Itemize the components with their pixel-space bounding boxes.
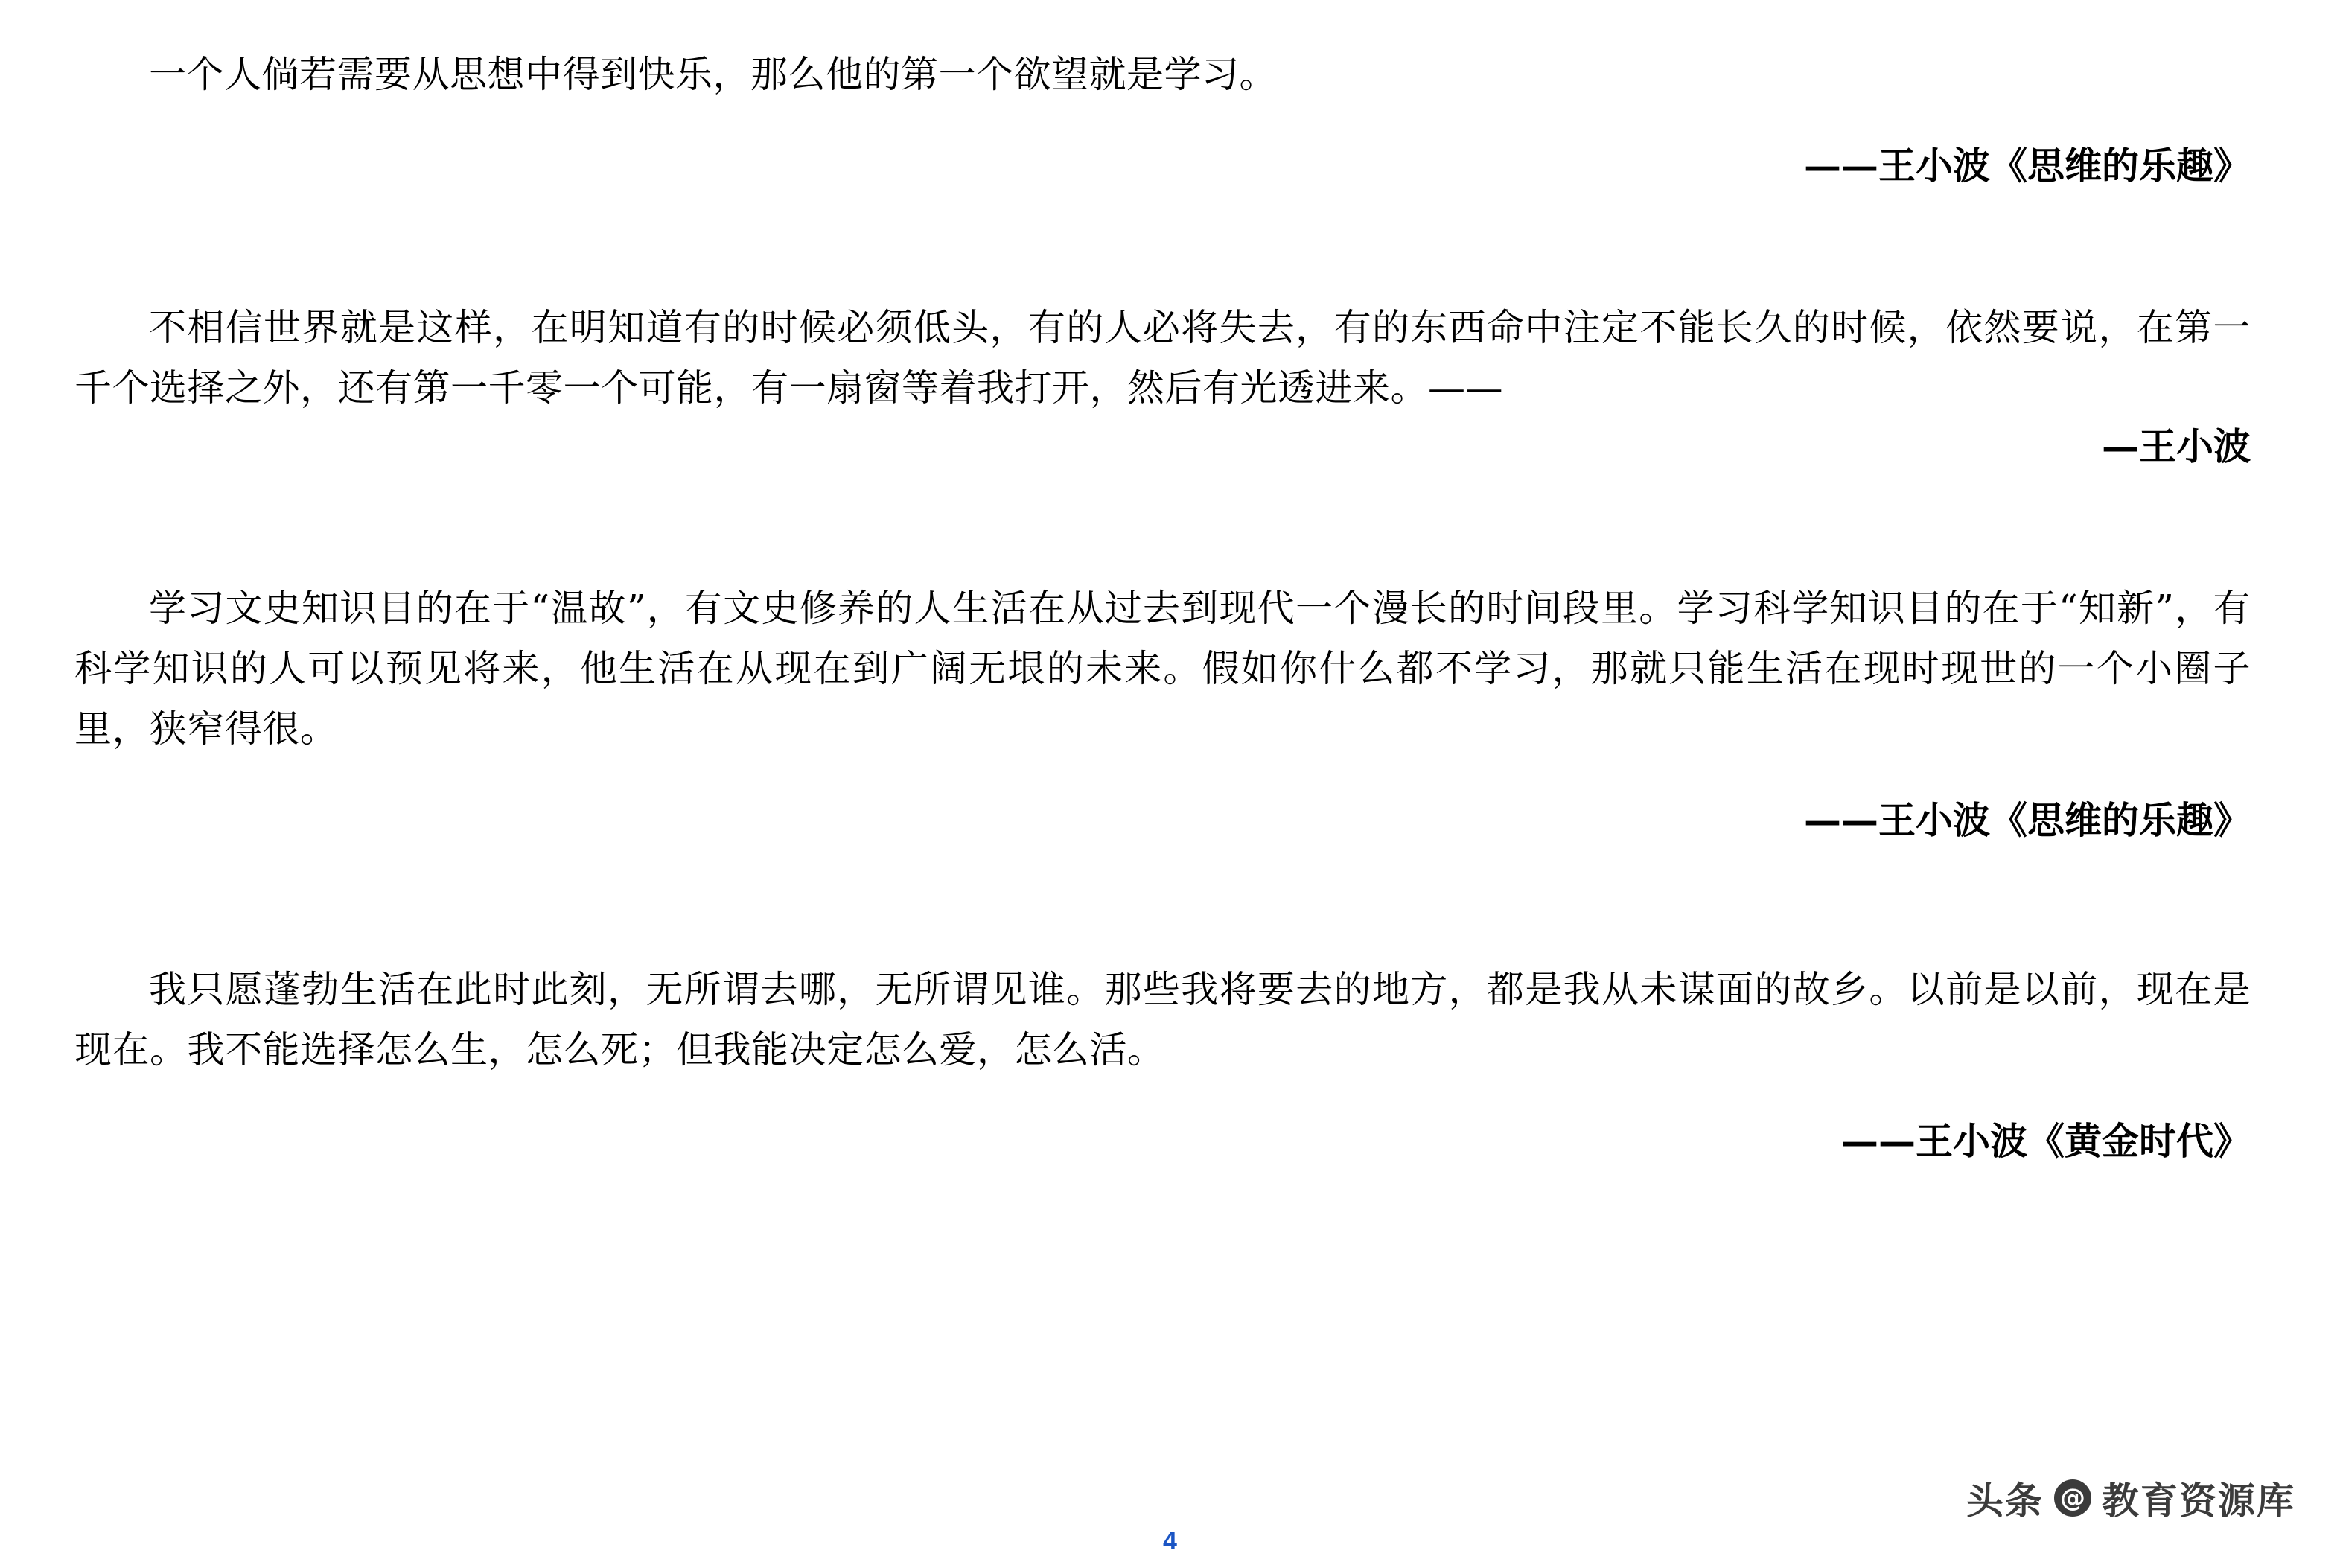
- spacer: [45, 848, 2295, 960]
- spacer: [45, 194, 2295, 298]
- spacer: [45, 474, 2295, 579]
- page-number: 4: [1163, 1527, 1177, 1555]
- page-content: [45, 45, 2295, 1169]
- spacer: [45, 1080, 2295, 1113]
- quote-paragraph-1: 一个人倘若需要从思想中得到快乐，那么他的第一个欲望就是学习。: [149, 53, 1277, 96]
- quote-paragraph-3: 学习文史知识目的在于“温故”，有文史修养的人生活在从过去到现代一个漫长的时间段里。学习科学知识目的在于“知新”，有科学知识的人可以预见将来，他生活在从现在到广阔无垠的未来。假如你什么都不学习，那就只能生活在现时现世的一个小圈子里，狭窄得很。: [74, 587, 2251, 750]
- quote-paragraph-2: 不相信世界就是这样，在明知道有的时候必须低头，有的人必将失去，有的东西命中注定不能长久的时候，依然要说，在第一千个选择之外，还有第一千零一个可能，有一扇窗等着我打开，然后有光透进来。——: [74, 306, 2251, 409]
- quote-attribution-2: —王小波: [2102, 424, 2251, 468]
- quote-paragraph-4: 我只愿蓬勃生活在此时此刻，无所谓去哪，无所谓见谁。那些我将要去的地方，都是我从未谋面的故乡。以前是以前，现在是现在。我不能选择怎么生，怎么死；但我能决定怎么爱，怎么活。: [74, 968, 2251, 1071]
- at-icon: @: [2054, 1479, 2091, 1517]
- spacer: [45, 105, 2295, 138]
- spacer: [45, 759, 2295, 792]
- quote-attribution-4: ——王小波《黄金时代》: [1841, 1119, 2251, 1163]
- watermark-platform-label: 头条: [1966, 1479, 2044, 1523]
- watermark: [1966, 1471, 2295, 1525]
- quote-attribution-3: ——王小波《思维的乐趣》: [1804, 798, 2251, 842]
- watermark-account-label: 教育资源库: [2102, 1479, 2295, 1523]
- quote-attribution-1: ——王小波《思维的乐趣》: [1804, 144, 2251, 188]
